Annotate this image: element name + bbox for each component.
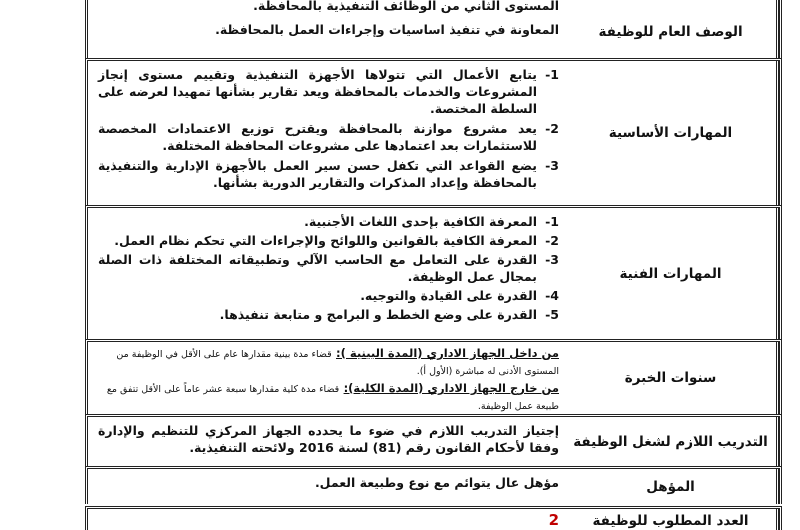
basic-skills-label: المهارات الأساسية bbox=[565, 61, 779, 205]
technical-skill-number: 3- bbox=[545, 252, 559, 267]
technical-skill-text: القدرة على وضع الخطط و البرامج و متابعة تنفيذها. bbox=[219, 307, 537, 322]
technical-skills-label: المهارات الفنية bbox=[565, 208, 779, 339]
experience-outside bbox=[98, 379, 559, 413]
training-text: إجتياز التدريب اللازم في ضوء ما يحدده الجهاز المركزي للتنظيم والإدارة وفقا لأحكام القانون رقم (81) لسنة 2016 ولائحته التنفيذية. bbox=[98, 423, 559, 455]
basic-skill-item bbox=[98, 157, 559, 191]
technical-skill-item bbox=[98, 251, 559, 285]
training-label: التدريب اللازم لشغل الوظيفة bbox=[565, 417, 779, 466]
basic-skills-content bbox=[88, 61, 565, 205]
required-count-value: 2 bbox=[548, 511, 559, 529]
technical-skill-number: 1- bbox=[545, 214, 559, 229]
general-description-label: الوصف العام للوظيفة bbox=[565, 0, 779, 58]
experience-inside-text: قضاء مدة بينية مقدارها عام على الأقل في الوظيفة من المستوى الأدنى له مباشرة (الأول أ). bbox=[116, 349, 559, 377]
technical-skill-item bbox=[98, 306, 559, 323]
technical-skill-item bbox=[98, 232, 559, 249]
technical-skill-number: 2- bbox=[545, 233, 559, 248]
basic-skill-text: يعد مشروع موازنة بالمحافظة ويقترح توزيع الاعتمادات المخصصة للاستثمارات بعد اعتمادها على مشروعات المحافظة المختلفة. bbox=[98, 121, 537, 153]
basic-skill-text: يضع القواعد التي تكفل حسن سير العمل بالأجهزة الإدارية والتنفيذية بالمحافظة وإعداد المذكرات والتقارير الدورية بشأنها. bbox=[98, 158, 537, 190]
general-description-line1: المستوى الثاني من الوظائف التنفيذية بالمحافظة. bbox=[253, 0, 559, 13]
technical-skill-number: 4- bbox=[545, 288, 559, 303]
row-general-description bbox=[85, 0, 782, 58]
technical-skill-text: القدرة على التعامل مع الحاسب الآلي وتطبيقاته المختلفة ذات الصلة بمجال عمل الوظيفة. bbox=[98, 252, 537, 284]
basic-skill-number: 3- bbox=[545, 158, 559, 173]
technical-skill-text: القدرة على القيادة والتوجيه. bbox=[360, 288, 537, 303]
row-qualification bbox=[85, 466, 782, 504]
general-description-line2: المعاونة في تنفيذ اساسيات وإجراءات العمل بالمحافظة. bbox=[215, 22, 559, 37]
basic-skill-item bbox=[98, 120, 559, 154]
basic-skill-text: يتابع الأعمال التي تتولاها الأجهزة التنفيذية وتقييم مستوى إنجاز المشروعات والخدمات بالمحافظة ويعد تقارير بشأنها تمهيدا لعرضه على السلطة المختصة. bbox=[98, 67, 537, 116]
general-description-content bbox=[88, 0, 565, 58]
technical-skill-item bbox=[98, 287, 559, 304]
required-count-content bbox=[88, 509, 565, 530]
basic-skill-number: 1- bbox=[545, 67, 559, 82]
technical-skill-text: المعرفة الكافية بالقوانين واللوائح والإجراءات التي تحكم نظام العمل. bbox=[114, 233, 537, 248]
experience-content bbox=[88, 342, 565, 414]
experience-inside bbox=[98, 344, 559, 378]
experience-inside-heading: من داخل الجهاز الاداري (المدة البينية ): bbox=[336, 346, 559, 360]
experience-label: سنوات الخبرة bbox=[565, 342, 779, 414]
row-experience bbox=[85, 339, 782, 414]
experience-outside-text: قضاء مدة كلية مقدارها سبعة عشر عاماً على الأقل تتفق مع طبيعة عمل الوظيفة. bbox=[106, 384, 559, 412]
row-required-count bbox=[85, 506, 782, 530]
technical-skill-number: 5- bbox=[545, 307, 559, 322]
qualification-label: المؤهل bbox=[565, 469, 779, 504]
row-basic-skills bbox=[85, 58, 782, 205]
row-training bbox=[85, 414, 782, 466]
training-content bbox=[88, 417, 565, 466]
qualification-content bbox=[88, 469, 565, 504]
experience-outside-heading: من خارج الجهاز الاداري (المدة الكلية): bbox=[343, 381, 559, 395]
row-technical-skills bbox=[85, 205, 782, 339]
basic-skill-item bbox=[98, 66, 559, 117]
technical-skill-text: المعرفة الكافية بإحدى اللغات الأجنبية. bbox=[304, 214, 537, 229]
basic-skill-number: 2- bbox=[545, 121, 559, 136]
required-count-label: العدد المطلوب للوظيفة bbox=[565, 509, 779, 530]
technical-skills-content bbox=[88, 208, 565, 339]
technical-skill-item bbox=[98, 213, 559, 230]
qualification-text: مؤهل عال يتوائم مع نوع وطبيعة العمل. bbox=[314, 475, 559, 490]
